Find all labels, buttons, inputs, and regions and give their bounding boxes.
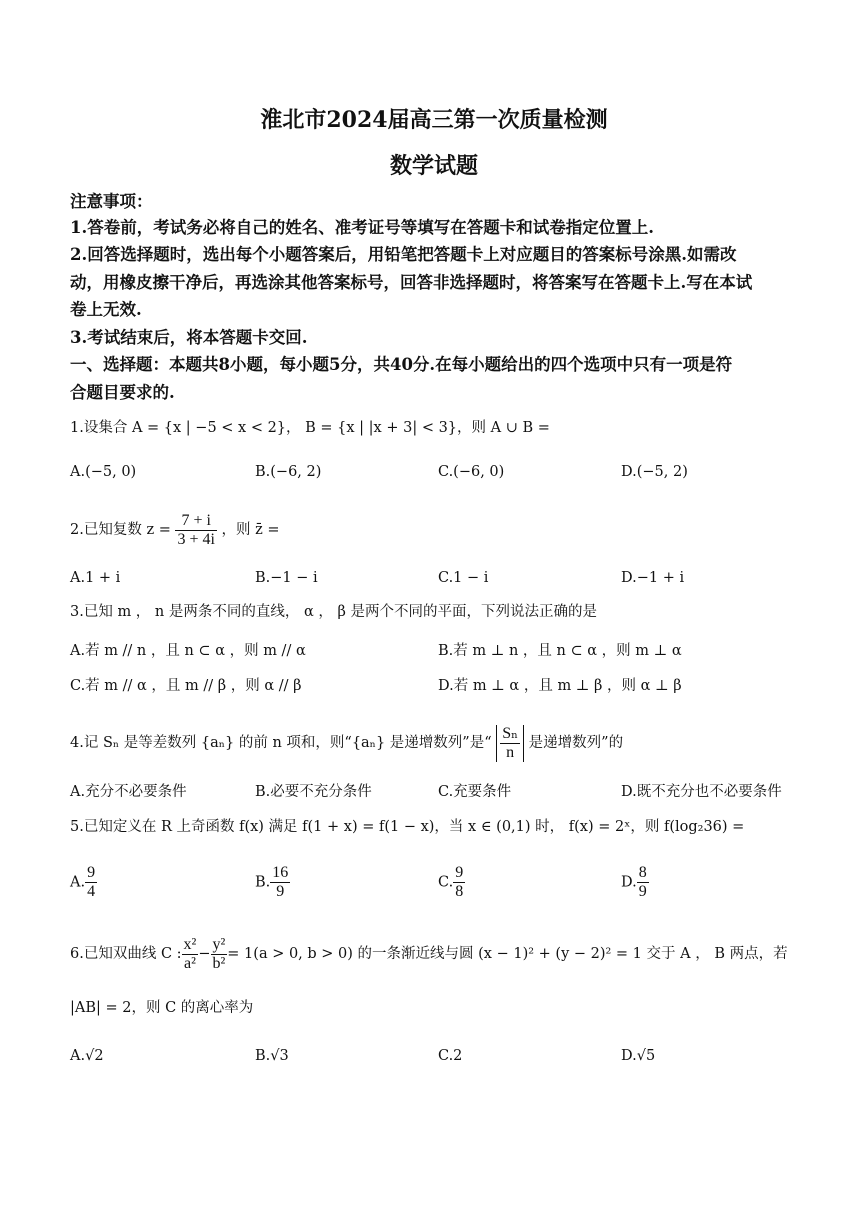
question-1-option-d: D.(−5, 2)	[621, 464, 688, 480]
question-4-fraction-denominator: n	[506, 743, 515, 761]
question-6-fraction-y-numerator: y²	[212, 935, 226, 953]
question-5-stem: 5.已知定义在 R 上奇函数 f(x) 满足 f(1 + x) = f(1 − x)，当 x ∈ (0,1) 时， f(x) = 2ˣ，则 f(log₂36) =	[70, 819, 745, 835]
question-2-fraction-denominator: 3 + 4i	[177, 530, 215, 548]
question-6-stem-line-2: |AB| = 2，则 C 的离心率为	[70, 1000, 254, 1016]
question-2-fraction	[175, 512, 216, 549]
exam-subtitle: 数学试题	[389, 153, 478, 179]
question-3-stem: 3.已知 m ， n 是两条不同的直线， α ， β 是两个不同的平面，下列说法正确的是	[70, 604, 597, 620]
question-5-option-a	[70, 864, 97, 901]
question-5-option-d-denominator: 9	[638, 883, 647, 900]
question-6-stem-suffix: = 1(a > 0, b > 0) 的一条渐近线与圆 (x − 1)² + (y − 2)² = 1 交于 A ， B 两点，若	[227, 946, 788, 962]
question-4-stem-suffix: 是递增数列”的	[528, 735, 624, 751]
question-4-option-a: A.充分不必要条件	[70, 784, 187, 800]
question-2-stem	[70, 511, 280, 549]
question-3-option-b: B.若 m ⊥ n ，且 n ⊂ α ，则 m ⊥ α	[438, 643, 682, 659]
question-4-fraction	[496, 725, 524, 762]
question-4-option-b: B.必要不充分条件	[255, 784, 372, 800]
question-2-option-a: A.1 + i	[70, 570, 121, 586]
question-4-option-c: C.充要条件	[438, 784, 512, 800]
question-2-option-b: B.−1 − i	[255, 570, 318, 586]
question-5-option-d	[621, 864, 649, 901]
question-5-option-d-letter: D.	[621, 874, 637, 891]
question-6-minus: −	[198, 946, 211, 962]
question-5-option-b	[255, 864, 290, 901]
question-1-stem: 1.设集合 A = {x | −5 < x < 2}， B = {x | |x + 3| < 3}，则 A ∪ B =	[70, 420, 550, 436]
question-5-option-b-denominator: 9	[276, 883, 285, 900]
question-4-stem-prefix: 4.记 Sₙ 是等差数列 {aₙ} 的前 n 项和，则“{aₙ} 是递增数列”是“	[70, 735, 492, 751]
question-5-option-c-fraction	[453, 864, 465, 901]
question-6-stem	[70, 934, 788, 974]
notice-item-3: 3.考试结束后，将本答题卡交回.	[70, 328, 308, 347]
question-6-option-a: A.√2	[70, 1048, 104, 1064]
notice-item-2-line-1: 2.回答选择题时，选出每个小题答案后，用铅笔把答题卡上对应题目的答案标号涂黑.如需改	[70, 245, 737, 264]
question-5-option-d-fraction	[637, 864, 649, 901]
question-5-option-a-letter: A.	[70, 874, 86, 891]
question-2-option-d: D.−1 + i	[621, 570, 685, 586]
exam-title: 淮北市2024届高三第一次质量检测	[260, 107, 608, 133]
question-6-fraction-y	[211, 936, 228, 973]
question-1-option-c: C.(−6, 0)	[438, 464, 505, 480]
question-1-option-a: A.(−5, 0)	[70, 464, 137, 480]
question-3-option-c: C.若 m // α ，且 m // β ，则 α // β	[70, 678, 302, 694]
question-6-stem-prefix: 6.已知双曲线 C :	[70, 946, 182, 962]
question-5-option-b-fraction	[270, 864, 290, 901]
question-4-fraction-numerator: Sₙ	[502, 724, 519, 742]
question-5-option-a-denominator: 4	[87, 883, 96, 900]
notice-item-1: 1.答卷前，考试务必将自己的姓名、准考证号等填写在答题卡和试卷指定位置上.	[70, 218, 654, 237]
question-6-fraction-x-numerator: x²	[183, 935, 197, 953]
question-5-option-a-numerator: 9	[87, 864, 96, 881]
question-2-option-c: C.1 − i	[438, 570, 489, 586]
section-1-instructions-line-2: 合题目要求的.	[70, 383, 175, 402]
question-2-stem-prefix: 2.已知复数 z =	[70, 522, 171, 538]
notice-item-2-line-2: 动，用橡皮擦干净后，再选涂其他答案标号，回答非选择题时，将答案写在答题卡上.写在本试	[70, 273, 753, 292]
question-2-fraction-numerator: 7 + i	[175, 512, 216, 531]
question-5-option-b-letter: B.	[255, 874, 271, 891]
question-6-option-b: B.√3	[255, 1048, 289, 1064]
question-3-option-d: D.若 m ⊥ α ，且 m ⊥ β ，则 α ⊥ β	[438, 678, 682, 694]
question-5-option-c	[438, 864, 465, 901]
question-5-option-b-numerator: 16	[272, 864, 289, 881]
question-1-option-b: B.(−6, 2)	[255, 464, 322, 480]
question-5-option-c-numerator: 9	[455, 864, 464, 881]
question-6-option-d: D.√5	[621, 1048, 656, 1064]
question-4-option-d: D.既不充分也不必要条件	[621, 784, 782, 800]
question-4-stem	[70, 724, 623, 762]
question-6-fraction-x	[182, 936, 199, 973]
question-2-stem-suffix: ，则 z̄ =	[221, 522, 280, 538]
question-5-option-c-denominator: 8	[455, 883, 464, 900]
section-1-instructions-line-1: 一、选择题：本题共8小题，每小题5分，共40分.在每小题给出的四个选项中只有一项是符	[70, 355, 733, 374]
question-3-option-a: A.若 m // n ，且 n ⊂ α ，则 m // α	[70, 643, 306, 659]
notice-heading: 注意事项：	[70, 192, 153, 211]
question-6-option-c: C.2	[438, 1048, 463, 1064]
question-5-option-d-numerator: 8	[638, 864, 647, 881]
question-6-fraction-y-denominator: b²	[212, 954, 226, 972]
question-6-fraction-x-denominator: a²	[183, 954, 196, 972]
question-5-option-c-letter: C.	[438, 874, 454, 891]
notice-item-2-line-3: 卷上无效.	[70, 300, 142, 319]
question-5-option-a-fraction	[85, 864, 97, 901]
